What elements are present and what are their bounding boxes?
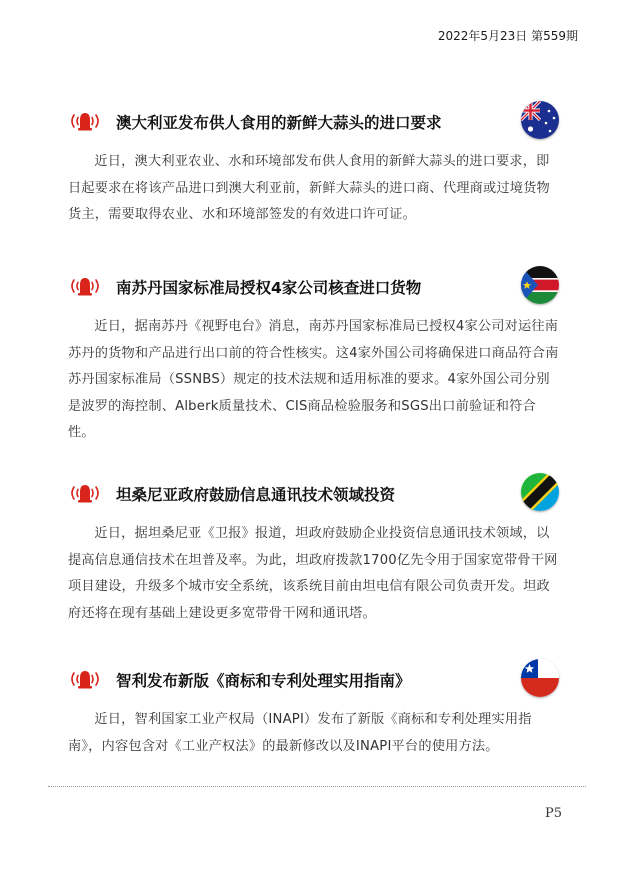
page-number: P5 (544, 806, 562, 821)
south-sudan-flag-icon (521, 266, 559, 304)
chile-flag-icon (521, 659, 559, 697)
article-title: 坦桑尼亚政府鼓励信息通讯技术领域投资 (116, 486, 396, 504)
article-south-sudan (0, 266, 624, 447)
article-header (0, 659, 624, 699)
alarm-bell-icon (68, 109, 102, 133)
article-header (0, 266, 624, 306)
article-header (0, 473, 624, 513)
article-tanzania (0, 473, 624, 627)
article-body: 近日，据坦桑尼亚《卫报》报道，坦政府鼓励企业投资信息通讯技术领域，以提高信息通信技术在坦普及率。为此，坦政府拨款1700亿先令用于国家宽带骨干网项目建设，升级多个城市安全系统，该系统目前由坦电信有限公司负责开发。坦政府还将在现有基础上建设更多宽带骨干网和通讯塔。 (68, 526, 558, 621)
alarm-bell-icon (68, 481, 102, 505)
alarm-bell-icon (68, 274, 102, 298)
article-title: 南苏丹国家标准局授权4家公司核查进口货物 (116, 279, 422, 297)
tanzania-flag-icon (521, 473, 559, 511)
article-body: 近日，据南苏丹《视野电台》消息，南苏丹国家标准局已授权4家公司对运往南苏丹的货物和产品进行出口前的符合性核实。这4家外国公司将确保进口商品符合南苏丹国家标准局（SSNBS）规定的技术法规和适用标准的要求。4家外国公司分别是波罗的海控制、Alberk质量技术、CIS商品检验服务和SGS出口前验证和符合性。 (68, 319, 559, 440)
article-title: 澳大利亚发布供人食用的新鲜大蒜头的进口要求 (116, 114, 442, 132)
article-australia (0, 101, 624, 229)
article-body: 近日，澳大利亚农业、水和环境部发布供人食用的新鲜大蒜头的进口要求，即日起要求在将该产品进口到澳大利亚前，新鲜大蒜头的进口商、代理商或过境货物货主，需要取得农业、水和环境部签发的有效进口许可证。 (68, 154, 550, 222)
australia-flag-icon (521, 101, 559, 139)
alarm-bell-icon (68, 667, 102, 691)
article-body: 近日，智利国家工业产权局（INAPI）发布了新版《商标和专利处理实用指南》，内容包含对《工业产权法》的最新修改以及INAPI平台的使用方法。 (68, 712, 532, 754)
issue-date: 2022年5月23日 第559期 (437, 29, 578, 43)
article-chile (0, 659, 624, 760)
article-title: 智利发布新版《商标和专利处理实用指南》 (116, 672, 411, 690)
footer-divider (48, 786, 586, 787)
article-header (0, 101, 624, 141)
